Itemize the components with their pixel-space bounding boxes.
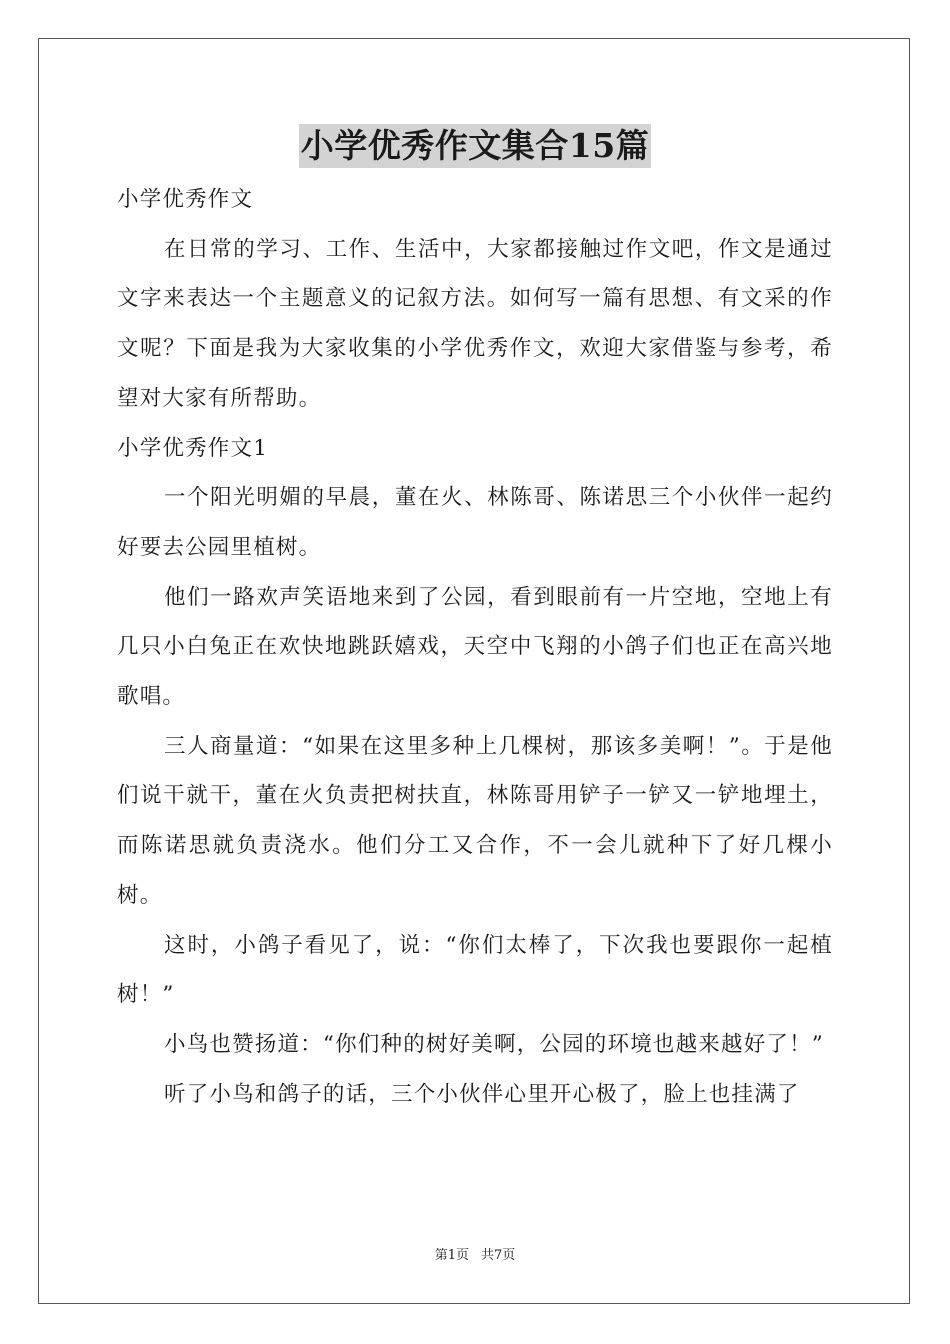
document-title: 小学优秀作文集合15篇 bbox=[299, 124, 651, 168]
document-body bbox=[117, 175, 833, 1119]
paragraph: 三人商量道：“如果在这里多种上几棵树，那该多美啊！”。于是他们说干就干，董在火负责把树扶直，林陈哥用铲子一铲又一铲地埋土，而陈诺思就负责浇水。他们分工又合作，不一会儿就种下了好几棵小树。 bbox=[117, 733, 833, 908]
page-footer bbox=[0, 1246, 950, 1266]
title-container bbox=[0, 124, 950, 168]
page-total: 共7页 bbox=[481, 1248, 516, 1263]
section-heading: 小学优秀作文1 bbox=[117, 435, 269, 461]
page-number: 第1页 bbox=[434, 1248, 469, 1263]
paragraph: 听了小鸟和鸽子的话，三个小伙伴心里开心极了，脸上也挂满了 bbox=[164, 1081, 800, 1107]
paragraph: 他们一路欢声笑语地来到了公园，看到眼前有一片空地，空地上有几只小白兔正在欢快地跳跃嬉戏，天空中飞翔的小鸽子们也正在高兴地歌唱。 bbox=[117, 584, 833, 710]
paragraph: 一个阳光明媚的早晨，董在火、林陈哥、陈诺思三个小伙伴一起约好要去公园里植树。 bbox=[117, 485, 833, 560]
section-heading: 小学优秀作文 bbox=[117, 187, 254, 212]
paragraph: 在日常的学习、工作、生活中，大家都接触过作文吧，作文是通过文字来表达一个主题意义的记叙方法。如何写一篇有思想、有文采的作文呢？下面是我为大家收集的小学优秀作文，欢迎大家借鉴与参考，希望对大家有所帮助。 bbox=[117, 236, 833, 411]
paragraph: 小鸟也赞扬道：“你们种的树好美啊，公园的环境也越来越好了！” bbox=[164, 1031, 824, 1057]
paragraph: 这时，小鸽子看见了，说：“你们太棒了，下次我也要跟你一起植树！” bbox=[117, 932, 833, 1008]
